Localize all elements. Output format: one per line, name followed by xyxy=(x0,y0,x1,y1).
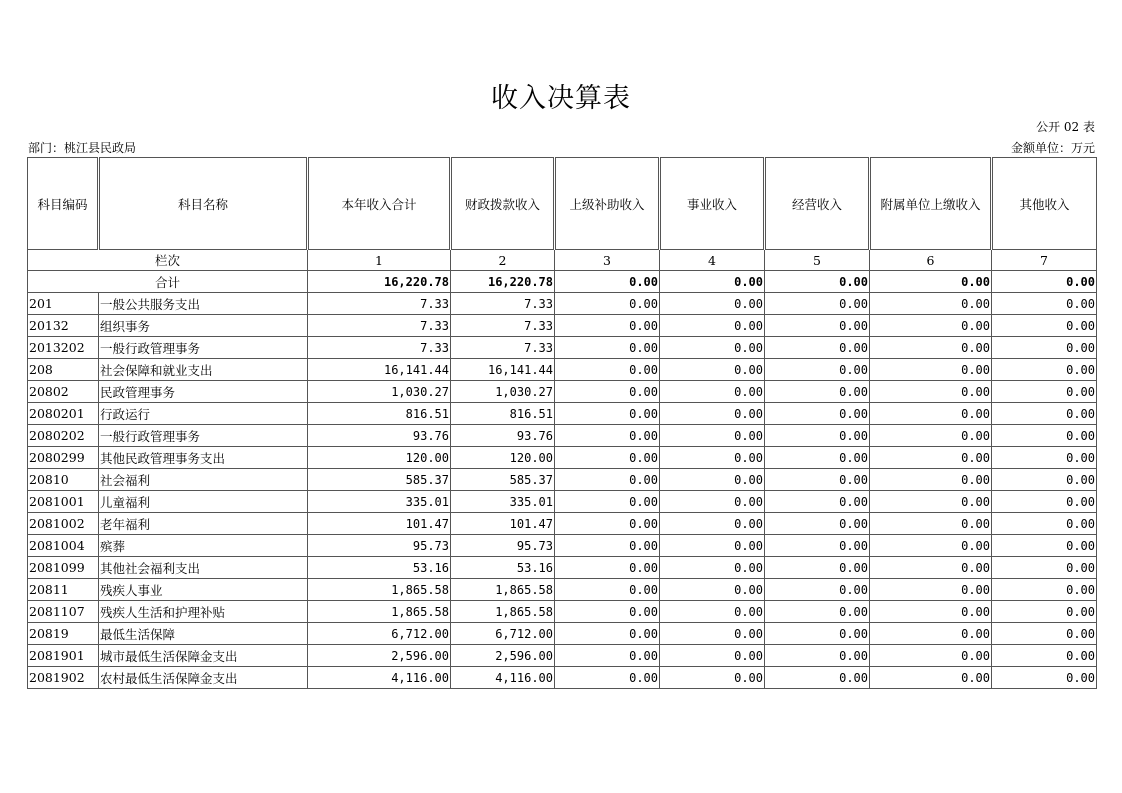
amount-cell: 0.00 xyxy=(765,469,870,491)
amount-cell: 0.00 xyxy=(992,491,1097,513)
total-value: 0.00 xyxy=(870,271,992,293)
total-row xyxy=(28,271,1097,293)
table-row xyxy=(28,469,1097,491)
amount-cell: 16,141.44 xyxy=(308,359,451,381)
amount-cell: 53.16 xyxy=(308,557,451,579)
amount-cell: 0.00 xyxy=(765,381,870,403)
table-row xyxy=(28,403,1097,425)
index-number: 1 xyxy=(308,250,451,271)
subject-name-cell: 行政运行 xyxy=(99,403,308,425)
header-other-income: 其他收入 xyxy=(992,158,1097,250)
total-label: 合计 xyxy=(28,271,308,293)
amount-cell: 0.00 xyxy=(765,623,870,645)
amount-cell: 7.33 xyxy=(451,293,555,315)
table-row xyxy=(28,315,1097,337)
amount-cell: 0.00 xyxy=(555,535,660,557)
subject-code-cell: 2081001 xyxy=(28,491,99,513)
amount-cell: 53.16 xyxy=(451,557,555,579)
subject-name-cell: 民政管理事务 xyxy=(99,381,308,403)
amount-cell: 0.00 xyxy=(992,645,1097,667)
amount-cell: 0.00 xyxy=(992,469,1097,491)
subject-code-cell: 20132 xyxy=(28,315,99,337)
index-number: 4 xyxy=(660,250,765,271)
page-title: 收入决算表 xyxy=(491,83,631,114)
table-row xyxy=(28,513,1097,535)
amount-cell: 0.00 xyxy=(660,337,765,359)
subject-name-cell: 儿童福利 xyxy=(99,491,308,513)
amount-cell: 7.33 xyxy=(451,337,555,359)
subject-code-cell: 20819 xyxy=(28,623,99,645)
subject-code-cell: 2081004 xyxy=(28,535,99,557)
amount-cell: 0.00 xyxy=(660,535,765,557)
amount-cell: 0.00 xyxy=(870,579,992,601)
amount-cell: 0.00 xyxy=(555,293,660,315)
table-row xyxy=(28,557,1097,579)
amount-cell: 0.00 xyxy=(555,491,660,513)
subject-name-cell: 组织事务 xyxy=(99,315,308,337)
amount-cell: 95.73 xyxy=(308,535,451,557)
amount-cell: 0.00 xyxy=(765,667,870,689)
subject-name-cell: 一般行政管理事务 xyxy=(99,425,308,447)
amount-cell: 0.00 xyxy=(660,601,765,623)
amount-cell: 0.00 xyxy=(992,337,1097,359)
amount-cell: 0.00 xyxy=(555,623,660,645)
amount-cell: 585.37 xyxy=(308,469,451,491)
department-label: 部门：桃江县民政局 xyxy=(28,141,137,155)
amount-cell: 0.00 xyxy=(992,403,1097,425)
subject-name-cell: 最低生活保障 xyxy=(99,623,308,645)
amount-cell: 0.00 xyxy=(660,667,765,689)
subject-code-cell: 201 xyxy=(28,293,99,315)
amount-cell: 0.00 xyxy=(660,381,765,403)
amount-cell: 2,596.00 xyxy=(451,645,555,667)
amount-cell: 16,141.44 xyxy=(451,359,555,381)
index-label: 栏次 xyxy=(28,250,308,271)
header-row xyxy=(28,158,1097,250)
income-final-accounts-table xyxy=(27,157,1097,689)
amount-cell: 0.00 xyxy=(660,557,765,579)
amount-cell: 0.00 xyxy=(870,359,992,381)
subject-code-cell: 2080201 xyxy=(28,403,99,425)
subject-code-cell: 2080299 xyxy=(28,447,99,469)
amount-cell: 95.73 xyxy=(451,535,555,557)
amount-cell: 0.00 xyxy=(870,491,992,513)
amount-cell: 0.00 xyxy=(660,623,765,645)
amount-cell: 0.00 xyxy=(992,535,1097,557)
amount-cell: 0.00 xyxy=(992,513,1097,535)
amount-cell: 0.00 xyxy=(765,425,870,447)
amount-cell: 0.00 xyxy=(555,579,660,601)
amount-cell: 1,865.58 xyxy=(308,579,451,601)
subject-name-cell: 一般行政管理事务 xyxy=(99,337,308,359)
subject-name-cell: 一般公共服务支出 xyxy=(99,293,308,315)
amount-cell: 2,596.00 xyxy=(308,645,451,667)
amount-cell: 4,116.00 xyxy=(308,667,451,689)
index-row xyxy=(28,250,1097,271)
amount-cell: 7.33 xyxy=(308,293,451,315)
amount-cell: 0.00 xyxy=(555,447,660,469)
header-operating-income: 经营收入 xyxy=(765,158,870,250)
amount-cell: 0.00 xyxy=(555,403,660,425)
amount-cell: 0.00 xyxy=(555,337,660,359)
amount-cell: 0.00 xyxy=(555,381,660,403)
amount-cell: 0.00 xyxy=(765,557,870,579)
amount-cell: 0.00 xyxy=(870,535,992,557)
amount-cell: 0.00 xyxy=(555,469,660,491)
amount-cell: 1,865.58 xyxy=(308,601,451,623)
amount-cell: 93.76 xyxy=(451,425,555,447)
header-name: 科目名称 xyxy=(99,158,308,250)
amount-cell: 0.00 xyxy=(660,491,765,513)
index-number: 2 xyxy=(451,250,555,271)
amount-cell: 585.37 xyxy=(451,469,555,491)
amount-cell: 0.00 xyxy=(765,359,870,381)
subject-name-cell: 其他民政管理事务支出 xyxy=(99,447,308,469)
subject-name-cell: 残疾人事业 xyxy=(99,579,308,601)
amount-unit-label: 金额单位：万元 xyxy=(1010,141,1095,155)
amount-cell: 0.00 xyxy=(555,667,660,689)
table-row xyxy=(28,535,1097,557)
amount-cell: 6,712.00 xyxy=(308,623,451,645)
amount-cell: 0.00 xyxy=(870,425,992,447)
amount-cell: 93.76 xyxy=(308,425,451,447)
amount-cell: 0.00 xyxy=(870,557,992,579)
table-row xyxy=(28,491,1097,513)
header-fiscal-appropriation: 财政拨款收入 xyxy=(451,158,555,250)
amount-cell: 0.00 xyxy=(870,381,992,403)
subject-code-cell: 20802 xyxy=(28,381,99,403)
amount-cell: 0.00 xyxy=(992,579,1097,601)
subject-name-cell: 其他社会福利支出 xyxy=(99,557,308,579)
subject-code-cell: 2081002 xyxy=(28,513,99,535)
table-row xyxy=(28,425,1097,447)
subject-name-cell: 社会保障和就业支出 xyxy=(99,359,308,381)
amount-cell: 816.51 xyxy=(308,403,451,425)
subject-code-cell: 2081901 xyxy=(28,645,99,667)
subject-name-cell: 社会福利 xyxy=(99,469,308,491)
subject-code-cell: 20810 xyxy=(28,469,99,491)
amount-cell: 0.00 xyxy=(992,601,1097,623)
amount-cell: 101.47 xyxy=(451,513,555,535)
subject-name-cell: 老年福利 xyxy=(99,513,308,535)
amount-cell: 0.00 xyxy=(870,469,992,491)
amount-cell: 0.00 xyxy=(992,293,1097,315)
amount-cell: 0.00 xyxy=(555,601,660,623)
amount-cell: 0.00 xyxy=(992,667,1097,689)
total-value: 0.00 xyxy=(555,271,660,293)
amount-cell: 1,030.27 xyxy=(451,381,555,403)
table-row xyxy=(28,381,1097,403)
amount-cell: 0.00 xyxy=(660,293,765,315)
amount-cell: 6,712.00 xyxy=(451,623,555,645)
amount-cell: 0.00 xyxy=(992,557,1097,579)
total-value: 16,220.78 xyxy=(308,271,451,293)
subject-code-cell: 2080202 xyxy=(28,425,99,447)
header-total-income: 本年收入合计 xyxy=(308,158,451,250)
amount-cell: 0.00 xyxy=(660,645,765,667)
amount-cell: 7.33 xyxy=(451,315,555,337)
index-number: 6 xyxy=(870,250,992,271)
table-row xyxy=(28,337,1097,359)
amount-cell: 0.00 xyxy=(660,469,765,491)
index-number: 5 xyxy=(765,250,870,271)
total-value: 0.00 xyxy=(765,271,870,293)
subject-code-cell: 208 xyxy=(28,359,99,381)
form-number: 公开 02 表 xyxy=(1036,120,1095,134)
table-row xyxy=(28,579,1097,601)
amount-cell: 0.00 xyxy=(992,381,1097,403)
amount-cell: 0.00 xyxy=(765,535,870,557)
amount-cell: 7.33 xyxy=(308,337,451,359)
amount-cell: 335.01 xyxy=(308,491,451,513)
amount-cell: 0.00 xyxy=(555,645,660,667)
amount-cell: 0.00 xyxy=(660,359,765,381)
total-value: 16,220.78 xyxy=(451,271,555,293)
amount-cell: 101.47 xyxy=(308,513,451,535)
header-superior-subsidy: 上级补助收入 xyxy=(555,158,660,250)
amount-cell: 0.00 xyxy=(765,337,870,359)
amount-cell: 0.00 xyxy=(765,491,870,513)
index-number: 3 xyxy=(555,250,660,271)
subject-name-cell: 农村最低生活保障金支出 xyxy=(99,667,308,689)
amount-cell: 0.00 xyxy=(765,513,870,535)
amount-cell: 0.00 xyxy=(870,513,992,535)
amount-cell: 0.00 xyxy=(765,645,870,667)
amount-cell: 0.00 xyxy=(765,403,870,425)
table-row xyxy=(28,359,1097,381)
amount-cell: 120.00 xyxy=(308,447,451,469)
amount-cell: 0.00 xyxy=(660,447,765,469)
amount-cell: 0.00 xyxy=(765,579,870,601)
amount-cell: 0.00 xyxy=(992,447,1097,469)
amount-cell: 0.00 xyxy=(992,623,1097,645)
amount-cell: 0.00 xyxy=(660,513,765,535)
table-row xyxy=(28,447,1097,469)
amount-cell: 0.00 xyxy=(555,425,660,447)
subject-code-cell: 2081099 xyxy=(28,557,99,579)
amount-cell: 0.00 xyxy=(992,315,1097,337)
amount-cell: 0.00 xyxy=(765,447,870,469)
amount-cell: 0.00 xyxy=(992,425,1097,447)
amount-cell: 7.33 xyxy=(308,315,451,337)
amount-cell: 335.01 xyxy=(451,491,555,513)
amount-cell: 1,865.58 xyxy=(451,579,555,601)
amount-cell: 0.00 xyxy=(555,513,660,535)
table-row xyxy=(28,623,1097,645)
amount-cell: 816.51 xyxy=(451,403,555,425)
amount-cell: 0.00 xyxy=(660,425,765,447)
total-value: 0.00 xyxy=(992,271,1097,293)
amount-cell: 0.00 xyxy=(870,623,992,645)
subject-code-cell: 2081902 xyxy=(28,667,99,689)
header-code: 科目编码 xyxy=(28,158,99,250)
amount-cell: 120.00 xyxy=(451,447,555,469)
table-row xyxy=(28,645,1097,667)
subject-name-cell: 殡葬 xyxy=(99,535,308,557)
amount-cell: 0.00 xyxy=(555,557,660,579)
amount-cell: 0.00 xyxy=(555,359,660,381)
amount-cell: 0.00 xyxy=(765,315,870,337)
amount-cell: 0.00 xyxy=(870,601,992,623)
subject-name-cell: 残疾人生活和护理补贴 xyxy=(99,601,308,623)
amount-cell: 0.00 xyxy=(870,667,992,689)
amount-cell: 0.00 xyxy=(992,359,1097,381)
amount-cell: 1,030.27 xyxy=(308,381,451,403)
table-row xyxy=(28,601,1097,623)
total-value: 0.00 xyxy=(660,271,765,293)
header-business-income: 事业收入 xyxy=(660,158,765,250)
amount-cell: 0.00 xyxy=(870,645,992,667)
amount-cell: 4,116.00 xyxy=(451,667,555,689)
amount-cell: 0.00 xyxy=(660,315,765,337)
subject-name-cell: 城市最低生活保障金支出 xyxy=(99,645,308,667)
amount-cell: 0.00 xyxy=(660,579,765,601)
amount-cell: 0.00 xyxy=(870,403,992,425)
header-affiliated-units-income: 附属单位上缴收入 xyxy=(870,158,992,250)
table-row xyxy=(28,667,1097,689)
amount-cell: 0.00 xyxy=(660,403,765,425)
subject-code-cell: 2081107 xyxy=(28,601,99,623)
amount-cell: 0.00 xyxy=(870,315,992,337)
amount-cell: 0.00 xyxy=(765,293,870,315)
subject-code-cell: 20811 xyxy=(28,579,99,601)
amount-cell: 0.00 xyxy=(870,447,992,469)
amount-cell: 1,865.58 xyxy=(451,601,555,623)
subject-code-cell: 2013202 xyxy=(28,337,99,359)
index-number: 7 xyxy=(992,250,1097,271)
table-row xyxy=(28,293,1097,315)
amount-cell: 0.00 xyxy=(870,337,992,359)
amount-cell: 0.00 xyxy=(555,315,660,337)
amount-cell: 0.00 xyxy=(870,293,992,315)
amount-cell: 0.00 xyxy=(765,601,870,623)
